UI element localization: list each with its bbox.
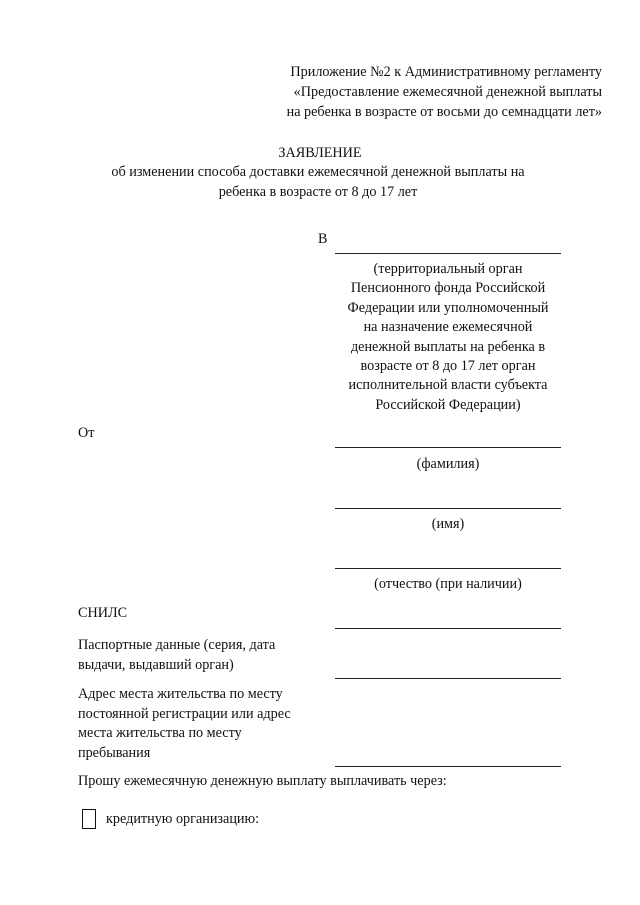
snils-field[interactable] xyxy=(335,628,561,629)
credit-org-label: кредитную организацию: xyxy=(106,811,260,827)
subtitle-line-2: ребенка в возрасте от 8 до 17 лет xyxy=(218,184,418,200)
credit-org-checkbox[interactable] xyxy=(82,809,96,829)
appendix-header xyxy=(287,62,602,122)
passport-label xyxy=(78,636,328,675)
patronymic-hint: (отчество (при наличии) xyxy=(374,576,522,592)
address-label xyxy=(78,685,328,763)
addressee-hint-line-7: исполнительной власти субъекта xyxy=(348,377,548,394)
passport-label-line-1: Паспортные данные (серия, дата xyxy=(78,637,276,653)
address-label-line-2: постоянной регистрации или адрес xyxy=(78,705,291,722)
addressee-hint-line-5: денежной выплаты на ребенка в xyxy=(350,338,546,355)
addressee-hint-line-3: Федерации или уполномоченный xyxy=(347,299,549,316)
surname-field[interactable] xyxy=(335,447,561,448)
subtitle-line-1: об изменении способа доставки ежемесячной денежной выплаты на xyxy=(111,164,525,180)
addressee-prefix: В xyxy=(318,231,328,247)
name-hint: (имя) xyxy=(431,516,465,532)
address-label-line-4: пребывания xyxy=(78,744,151,761)
sender-label: От xyxy=(78,425,95,441)
address-label-line-3: места жительства по месту xyxy=(78,725,242,741)
document-subtitle xyxy=(0,162,636,202)
addressee-field[interactable] xyxy=(335,253,561,254)
passport-label-line-2: выдачи, выдавший орган) xyxy=(78,656,234,673)
surname-hint: (фамилия) xyxy=(416,456,480,472)
patronymic-field[interactable] xyxy=(335,568,561,569)
addressee-hint-line-2: Пенсионного фонда Российской xyxy=(350,280,546,297)
snils-label: СНИЛС xyxy=(78,605,128,621)
passport-field[interactable] xyxy=(335,678,561,679)
addressee-hint xyxy=(335,260,561,415)
addressee-hint-line-4: на назначение ежемесячной xyxy=(363,319,533,336)
appendix-line-3: на ребенка в возрасте от восьми до семнадцати лет» xyxy=(286,104,602,120)
request-text: Прошу ежемесячную денежную выплату выплачивать через: xyxy=(78,773,447,789)
addressee-hint-line-6: возрасте от 8 до 17 лет орган xyxy=(360,358,536,375)
addressee-hint-line-8: Российской Федерации) xyxy=(375,396,521,413)
appendix-line-1: Приложение №2 к Административному регламенту xyxy=(290,64,602,80)
address-field[interactable] xyxy=(335,766,561,767)
title-main: ЗАЯВЛЕНИЕ xyxy=(278,145,362,161)
appendix-line-2: «Предоставление ежемесячной денежной выплаты xyxy=(293,84,602,100)
document-title xyxy=(0,143,640,163)
addressee-hint-line-1: (территориальный орган xyxy=(373,261,523,277)
address-label-line-1: Адрес места жительства по месту xyxy=(78,686,283,702)
name-field[interactable] xyxy=(335,508,561,509)
